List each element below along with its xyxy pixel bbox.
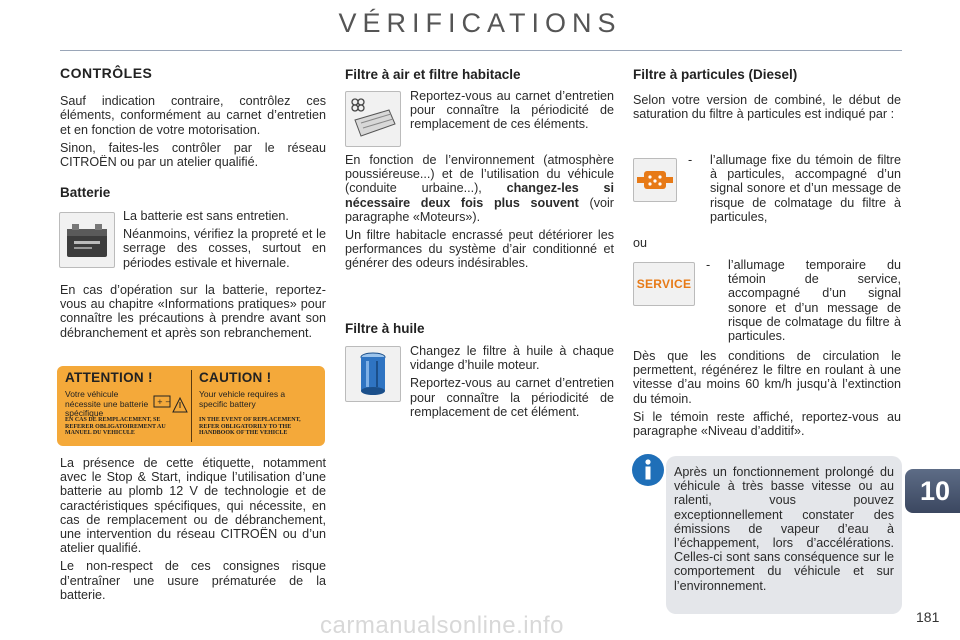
- filtre-particules-after: Dès que les conditions de circulation le permettent, régénérez le filtre en roulant à une vitesse d’au moins 60 km/h jusqu’à l’extinction du témoin.: [633, 349, 901, 406]
- filtre-air-p2: [345, 153, 614, 224]
- service-icon-text: SERVICE: [636, 277, 692, 291]
- info-text-block: [674, 465, 894, 597]
- battery-icon: [59, 212, 115, 268]
- filtre-air-p3: Un filtre habitacle encrassé peut détériorer les performances du système d’air conditionné et générer des odeurs indésirables.: [345, 228, 614, 271]
- controles-intro-2: Sinon, faites-les contrôler par le réseau CITROËN ou par un atelier qualifié.: [60, 140, 326, 170]
- batterie-text-mid: [60, 283, 326, 344]
- svg-text:+ −: + −: [157, 398, 171, 406]
- batterie-heading: Batterie: [60, 185, 111, 200]
- batterie-text-top: [123, 209, 326, 274]
- air-filter-icon: [345, 91, 401, 147]
- filtre-particules-intro: Selon votre version de combiné, le début de saturation du filtre à particules est indiqué par :: [633, 93, 901, 122]
- filtre-huile-text: [410, 344, 614, 423]
- controles-intro-column: [60, 66, 326, 173]
- batterie-p4: La présence de cette étiquette, notamment avec le Stop & Start, indique l’utilisation d’une batterie au plomb 12 V de technologie et de caractéristiques spécifiques, qui nécessite, en cas de remplacement ou de débranchement, une intervention du réseau CITROËN ou d’un atelier qualifié.: [60, 456, 326, 556]
- filtre-air-p1: Reportez-vous au carnet d’entretien pour connaître la périodicité de remplacement de ces éléments.: [410, 89, 614, 132]
- or-label: ou: [633, 236, 648, 250]
- list-dash: -: [688, 153, 693, 167]
- label-pictograms: [153, 394, 191, 414]
- filtre-air-text-top: [410, 89, 614, 136]
- batterie-p1: La batterie est sans entretien.: [123, 209, 289, 223]
- filtre-particules-intro-block: [633, 93, 901, 125]
- service-warning-icon: [633, 262, 695, 306]
- batterie-p2: Néanmoins, vérifiez la propreté et le serrage des cosses, surtout en périodes estivale et hivernale.: [123, 227, 326, 270]
- label-french-small: EN CAS DE REMPLACEMENT, SE REFERER OBLIGATOIREMENT AU MANUEL DU VEHICULE: [65, 417, 166, 436]
- batterie-p5: Le non-respect de ces consignes risque d’entraîner une usure prématurée de la batterie.: [60, 559, 326, 602]
- label-caution: CAUTION !: [199, 370, 272, 385]
- chapter-tab: 10: [905, 469, 960, 513]
- label-english-half: [191, 366, 325, 446]
- filtre-air-heading: Filtre à air et filtre habitacle: [345, 67, 521, 82]
- label-french-line: Votre véhicule nécessite une batterie spécifique: [65, 389, 149, 418]
- batterie-text-bottom: [60, 456, 326, 606]
- filtre-particules-after-block: [633, 349, 901, 442]
- filtre-air-p2-a: En fonction de l’environnement (atmosphère poussiéreuse...) et de l’utilisation du véhicule (conduite urbaine...),: [345, 153, 614, 196]
- page-number: 181: [916, 609, 940, 625]
- battery-warning-label: [57, 366, 325, 446]
- particle-filter-indication-2: [706, 258, 901, 344]
- info-icon: [631, 453, 665, 487]
- controles-heading: CONTRÔLES: [60, 65, 153, 81]
- filtre-huile-p2: Reportez-vous au carnet d’entretien pour connaître la périodicité de remplacement de cet élément.: [410, 376, 614, 419]
- particle-filter-item2-text: l’allumage temporaire du témoin de service, accompagné d’un signal sonore et d’un message de risque de colmatage du filtre à particules.: [728, 258, 901, 344]
- list-dash: -: [706, 258, 711, 272]
- info-text: Après un fonctionnement prolongé du véhicule à très basse vitesse ou au ralenti, vous pouvez exceptionnellement constater des émissions de vapeur d’eau à l’échappement, lors d’accélérations. Celles-ci sont sans conséquence sur le comportement du véhicule et sur l’environnement.: [674, 465, 894, 593]
- filtre-huile-p1: Changez le filtre à huile à chaque vidange d’huile moteur.: [410, 344, 614, 373]
- particle-filter-indication-1: [688, 153, 901, 233]
- filtre-air-p2-bold: changez-les si nécessaire deux fois plus souvent: [345, 181, 614, 210]
- filtre-air-p2-b: (voir paragraphe «Moteurs»).: [345, 195, 614, 224]
- filtre-particules-heading: Filtre à particules (Diesel): [633, 67, 798, 82]
- page-title: VÉRIFICATIONS: [338, 8, 622, 38]
- title-divider: [60, 50, 902, 51]
- batterie-p3: En cas d’opération sur la batterie, reportez-vous au chapitre «Informations pratiques» pour connaître les précautions à prendre avant son débranchement et après son rebranchement.: [60, 283, 326, 340]
- particle-filter-item1-text: l’allumage fixe du témoin de filtre à particules, accompagné d’un signal sonore et d’un message de risque de colmatage du filtre à particules,: [710, 153, 901, 224]
- oil-filter-icon: [345, 346, 401, 402]
- filtre-air-text-bottom: [345, 153, 614, 275]
- label-english-line: Your vehicle requires a specific battery: [199, 389, 286, 409]
- label-attention: ATTENTION !: [65, 370, 153, 385]
- label-english-small: IN THE EVENT OF REPLACEMENT, REFER OBLIGATORILY TO THE HANDBOOK OF THE VEHICLE: [199, 417, 301, 436]
- particle-filter-warning-icon: [633, 158, 677, 202]
- watermark: carmanualsonline.info: [320, 612, 564, 639]
- filtre-particules-after-2: Si le témoin reste affiché, reportez-vous au paragraphe «Niveau d’additif».: [633, 409, 901, 439]
- filtre-huile-heading: Filtre à huile: [345, 321, 425, 336]
- controles-intro-1: Sauf indication contraire, contrôlez ces éléments, conformément au carnet d’entretien et en fonction de votre motorisation.: [60, 94, 326, 137]
